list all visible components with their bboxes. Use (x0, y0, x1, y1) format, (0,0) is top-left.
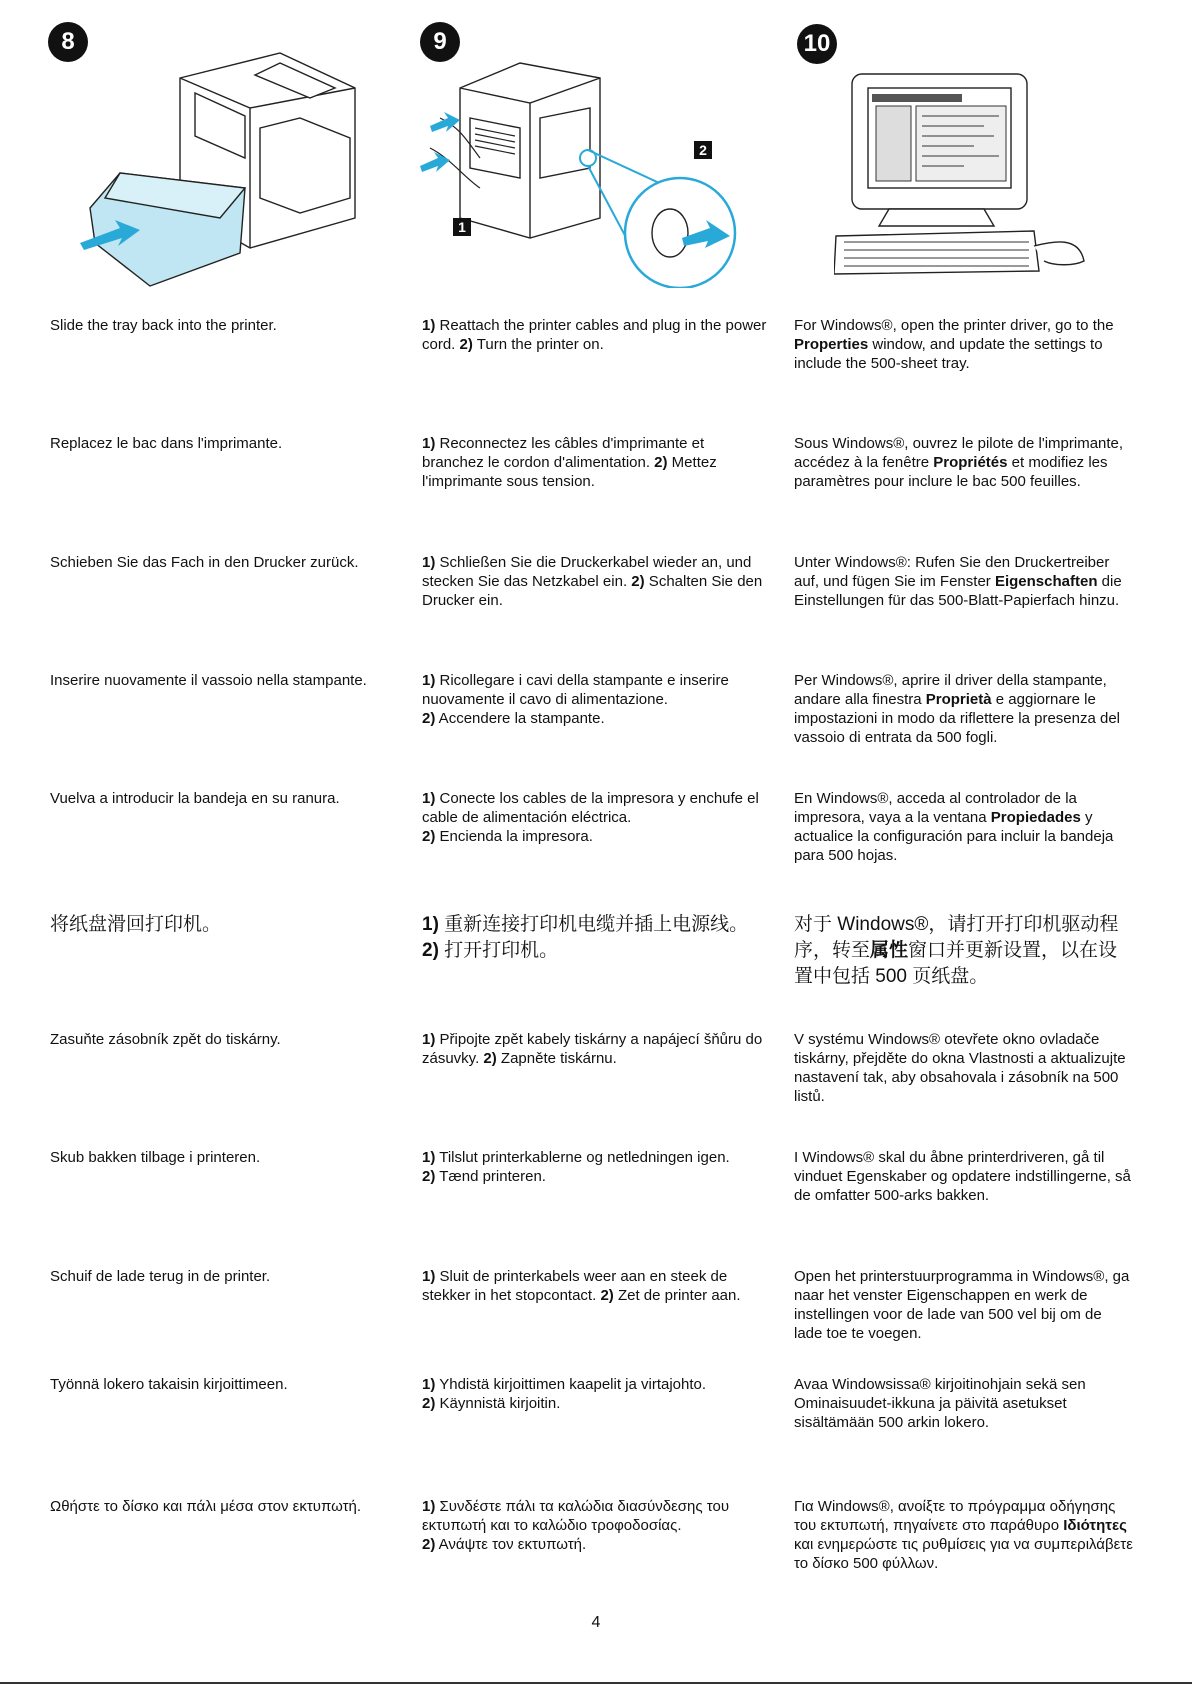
step-text: For Windows®, open the printer driver, go to the (794, 317, 1114, 334)
step-text: και ενημερώστε τις ρυθμίσεις για να συμπεριλάβετε το δίσκο 500 φύλλων. (794, 1536, 1133, 1572)
step-text: Accendere la stampante. (435, 710, 605, 727)
step-text: Zapněte tiskárnu. (496, 1050, 617, 1067)
step-text: Open het printerstuurprogramma in Windows®, ga naar het venster Eigenschappen en werk de instellingen voor de lade van 500 vel bij om de lade toe te voegen. (794, 1268, 1130, 1342)
step-number-label: 2) (422, 828, 436, 845)
step-text: Mettez l'imprimante sous tension. (422, 454, 717, 490)
step-text: V systému Windows® otevřete okno ovladače tiskárny, přejděte do okna Vlastnosti a aktualizujte nastavení tak, aby obsahovala i zásobník na 500 listů. (794, 1031, 1126, 1105)
step-number-label: 2) (459, 336, 473, 353)
computer-illustration (834, 66, 1094, 276)
instruction-step9-da (422, 1148, 767, 1186)
step-number-label: 2) (483, 1050, 497, 1067)
instruction-step10-de (794, 553, 1134, 610)
step-number-label: 1) (422, 1498, 436, 1515)
step-text: Yhdistä kirjoittimen kaapelit ja virtajohto. (435, 1376, 707, 1393)
page-number: 4 (591, 1614, 601, 1631)
step-number-label: 1) (422, 790, 436, 807)
step-text: Reconnectez les câbles d'imprimante et branchez le cordon d'alimentation. (422, 435, 705, 471)
instruction-step10-es (794, 789, 1134, 865)
step-number-label: 2) (422, 710, 436, 727)
instruction-step9-it (422, 671, 767, 728)
step-text: En Windows®, acceda al controlador de la impresora, vaya a la ventana (794, 790, 1077, 826)
step-number-label: 1) (422, 317, 436, 334)
step-number-label: 1) (422, 672, 436, 689)
window-name: 属性 (870, 940, 909, 961)
instruction-step9-fi (422, 1375, 767, 1413)
step-number-label: 1) (422, 435, 436, 452)
step-number-label: 2) (422, 1536, 436, 1553)
step-number-label: 1) (422, 1268, 436, 1285)
instruction-step9-de (422, 553, 767, 610)
step-badge-9: 9 (420, 22, 460, 62)
step-text: 对于 Windows®，请打开打印机驱动程序，转至 (794, 914, 1119, 961)
callout-2: 2 (694, 141, 712, 159)
step-text: et modifiez les paramètres pour inclure le bac 500 feuilles. (794, 454, 1108, 490)
instruction-step9-cs (422, 1030, 767, 1068)
instruction-step10-cs (794, 1030, 1134, 1106)
step-number-label: 2) (631, 573, 645, 590)
step-text: Turn the printer on. (472, 336, 604, 353)
window-name: Ιδιότητες (1063, 1517, 1127, 1534)
instruction-step10-nl (794, 1267, 1134, 1343)
instruction-step8-it: Inserire nuovamente il vassoio nella stampante. (50, 672, 367, 689)
instruction-step8-cs: Zasuňte zásobník zpět do tiskárny. (50, 1031, 281, 1048)
instruction-step10-el (794, 1497, 1134, 1573)
step-text: Per Windows®, aprire il driver della stampante, andare alla finestra (794, 672, 1107, 708)
step-text: y actualice la configuración para incluir la bandeja para 500 hojas. (794, 809, 1114, 864)
instruction-step8-es: Vuelva a introducir la bandeja en su ranura. (50, 790, 340, 807)
callout-1: 1 (453, 218, 471, 236)
step-text: Encienda la impresora. (435, 828, 593, 845)
window-name: Propiedades (990, 809, 1081, 826)
instruction-step9-zh (422, 912, 767, 964)
step-number-label: 1) (422, 1031, 436, 1048)
step-text: Συνδέστε πάλι τα καλώδια διασύνδεσης του εκτυπωτή και το καλώδιο τροφοδοσίας. (422, 1498, 730, 1534)
instruction-step9-fr (422, 434, 767, 491)
instruction-step10-zh (794, 912, 1134, 990)
step-number-label: 1) (422, 1376, 436, 1393)
instruction-step9-en (422, 316, 767, 354)
step-number-label: 2) (422, 1395, 436, 1412)
instruction-step9-nl (422, 1267, 767, 1305)
step-text: e aggiornare le impostazioni in modo da riflettere la presenza del vassoio di entrata da 500 fogli. (794, 691, 1121, 746)
step-number-label: 2) (600, 1287, 614, 1304)
step-text: 窗口并更新设置，以在设置中包括 500 页纸盘。 (794, 940, 1118, 987)
step-number-label: 1) (422, 1149, 436, 1166)
step-number-label: 2) (654, 454, 668, 471)
instruction-step10-fr (794, 434, 1134, 491)
step-text: Sous Windows®, ouvrez le pilote de l'imprimante, accédez à la fenêtre (794, 435, 1124, 471)
instruction-step8-zh: 将纸盘滑回打印机。 (50, 914, 222, 935)
instruction-step8-da: Skub bakken tilbage i printeren. (50, 1149, 261, 1166)
instruction-step9-es (422, 789, 767, 846)
step-text: I Windows® skal du åbne printerdriveren, gå til vinduet Egenskaber og opdatere indstillingerne, så de omfatter 500-arks bakken. (794, 1149, 1131, 1204)
step-text: Schalten Sie den Drucker ein. (422, 573, 763, 609)
step-text: Ricollegare i cavi della stampante e inserire nuovamente il cavo di alimentazione. (422, 672, 729, 708)
instruction-step8-de: Schieben Sie das Fach in den Drucker zurück. (50, 554, 359, 571)
step-badge-8: 8 (48, 22, 88, 62)
step-text: Tænd printeren. (435, 1168, 546, 1185)
step-text: window, and update the settings to include the 500-sheet tray. (794, 336, 1103, 372)
instruction-step8-fi: Työnnä lokero takaisin kirjoittimeen. (50, 1376, 288, 1393)
step-text: Zet de printer aan. (613, 1287, 741, 1304)
step-text: Tilslut printerkablerne og netledningen igen. (435, 1149, 730, 1166)
window-name: Properties (794, 336, 869, 353)
step-text: Για Windows®, ανοίξτε το πρόγραμμα οδήγησης του εκτυπωτή, πηγαίνετε στο παράθυρο (794, 1498, 1116, 1534)
instruction-step8-el: Ωθήστε το δίσκο και πάλι μέσα στον εκτυπωτή. (50, 1498, 362, 1515)
instruction-step8-en: Slide the tray back into the printer. (50, 317, 277, 334)
printer-tray-illustration (80, 48, 360, 288)
step-text: Reattach the printer cables and plug in the power cord. (422, 317, 767, 353)
window-name: Eigenschaften (994, 573, 1098, 590)
instruction-step10-en (794, 316, 1134, 373)
step-text: Ανάψτε τον εκτυπωτή. (435, 1536, 587, 1553)
step-number-label: 2) (422, 940, 439, 961)
step-text: Připojte zpět kabely tiskárny a napájecí šňůru do zásuvky. (422, 1031, 763, 1067)
step-text: 重新连接打印机电缆并插上电源线。 (438, 914, 749, 935)
instruction-step10-da (794, 1148, 1134, 1205)
instruction-step9-el (422, 1497, 767, 1554)
window-name: Proprietà (925, 691, 992, 708)
bottom-rule (0, 1682, 1192, 1684)
step-text: Käynnistä kirjoitin. (435, 1395, 561, 1412)
instruction-step10-it (794, 671, 1134, 747)
window-name: Propriétés (933, 454, 1008, 471)
step-text: die Einstellungen für das 500-Blatt-Papierfach hinzu. (794, 573, 1122, 609)
step-number-label: 1) (422, 914, 439, 935)
step-number-label: 1) (422, 554, 436, 571)
step-text: Schließen Sie die Druckerkabel wieder an, und stecken Sie das Netzkabel ein. (422, 554, 752, 590)
instruction-step8-nl: Schuif de lade terug in de printer. (50, 1268, 271, 1285)
step-text: Conecte los cables de la impresora y enchufe el cable de alimentación eléctrica. (422, 790, 759, 826)
instruction-step10-fi (794, 1375, 1134, 1432)
instruction-step8-fr: Replacez le bac dans l'imprimante. (50, 435, 283, 452)
printer-cables-illustration (420, 48, 750, 288)
step-number-label: 2) (422, 1168, 436, 1185)
step-text: Sluit de printerkabels weer aan en steek de stekker in het stopcontact. (422, 1268, 728, 1304)
step-text: Avaa Windowsissa® kirjoitinohjain sekä sen Ominaisuudet-ikkuna ja päivitä asetukset sisältämään 500 arkin lokero. (794, 1376, 1086, 1431)
step-badge-10: 10 (797, 24, 837, 64)
step-text: 打开打印机。 (438, 940, 559, 961)
step-text: Unter Windows®: Rufen Sie den Druckertreiber auf, und fügen Sie im Fenster (794, 554, 1110, 590)
